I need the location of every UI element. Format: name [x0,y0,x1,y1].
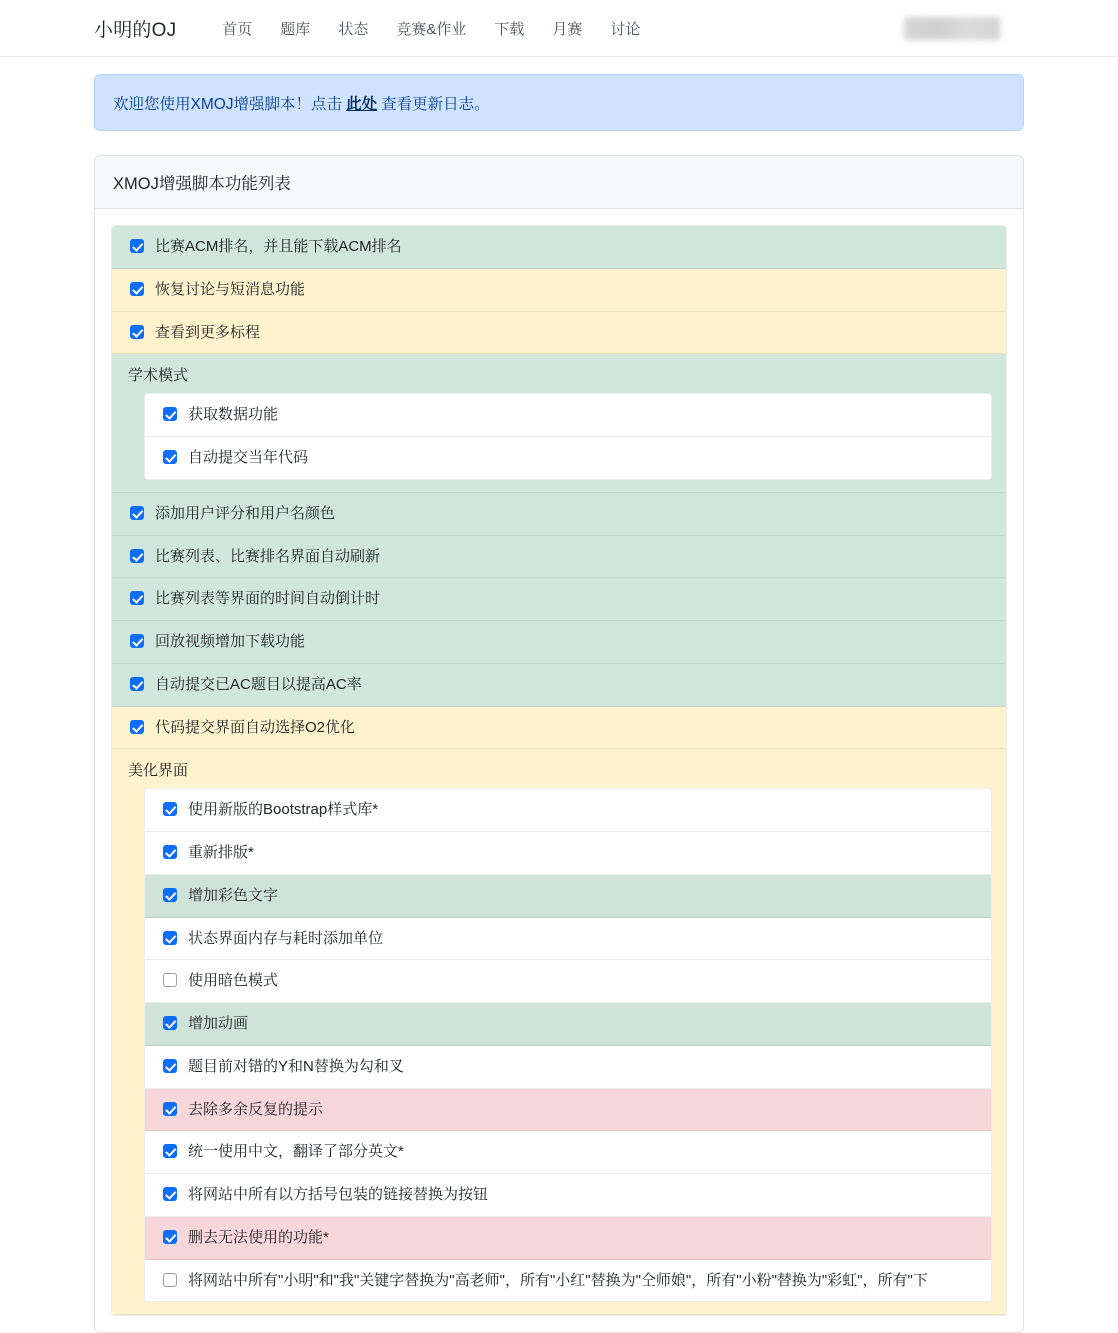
list-item[interactable] [112,226,1006,269]
feature-label: 代码提交界面自动选择O2优化 [155,718,356,736]
feature-checkbox[interactable] [163,1273,177,1287]
list-item[interactable] [145,394,991,437]
feature-checkbox[interactable] [130,325,144,339]
list-item[interactable] [112,312,1006,355]
feature-label: 增加彩色文字 [188,886,279,904]
list-item[interactable] [145,1089,991,1132]
feature-label: 题目前对错的Y和N替换为勾和叉 [188,1057,404,1075]
welcome-alert [94,74,1024,131]
list-item[interactable] [145,1131,991,1174]
feature-group-title: 美化界面 [128,762,189,780]
feature-checkbox[interactable] [163,802,177,816]
feature-checkbox[interactable] [163,1187,177,1201]
feature-label: 回放视频增加下载功能 [155,633,306,650]
feature-label: 自动提交当年代码 [188,449,309,466]
list-item[interactable] [112,621,1006,664]
list-item[interactable] [145,789,991,832]
feature-label: 比赛列表等界面的时间自动倒计时 [155,590,381,608]
list-item[interactable] [112,664,1006,707]
feature-checkbox[interactable] [163,973,177,987]
feature-checkbox[interactable] [130,677,144,691]
feature-checkbox[interactable] [163,1016,177,1030]
list-item[interactable] [112,707,1006,750]
list-item[interactable] [112,493,1006,536]
list-item[interactable] [145,1003,991,1046]
list-item[interactable] [112,269,1006,312]
list-item[interactable] [112,578,1006,621]
feature-label: 增加动画 [188,1015,249,1032]
list-item[interactable] [145,875,991,918]
feature-label: 将网站中所有以方括号包装的链接替换为按钮 [188,1186,489,1203]
feature-label: 比赛列表、比赛排名界面自动刷新 [155,547,381,565]
feature-label: 使用暗色模式 [188,972,279,990]
nav-link-home[interactable]: 首页 [222,20,253,38]
list-item[interactable] [145,1260,991,1302]
feature-group-beautify [112,749,1006,1315]
feature-checkbox[interactable] [130,506,144,520]
alert-prefix-text: 欢迎您使用XMOJ增强脚本！点击 [113,95,343,113]
feature-label: 状态界面内存与耗时添加单位 [188,929,384,947]
feature-checkbox[interactable] [163,1144,177,1158]
feature-label: 删去无法使用的功能* [188,1228,329,1246]
feature-checkbox[interactable] [163,1230,177,1244]
alert-suffix-text: 查看更新日志。 [381,95,490,113]
feature-checkbox[interactable] [163,845,177,859]
page-content [0,74,1118,1333]
feature-list-card [94,155,1024,1333]
feature-sublist [144,788,992,1302]
feature-checkbox[interactable] [130,634,144,648]
list-item[interactable] [145,918,991,961]
feature-checkbox[interactable] [130,591,144,605]
nav-link-download[interactable]: 下载 [494,20,525,38]
list-item[interactable] [145,1174,991,1217]
list-item[interactable] [145,960,991,1003]
site-brand[interactable]: 小明的OJ [94,19,177,41]
feature-list [111,225,1007,1316]
feature-label: 去除多余反复的提示 [188,1100,324,1118]
feature-label: 使用新版的Bootstrap样式库* [188,801,379,819]
list-item[interactable] [112,536,1006,579]
top-navbar [0,0,1118,57]
feature-checkbox[interactable] [163,888,177,902]
feature-checkbox[interactable] [163,407,177,421]
list-item[interactable] [145,832,991,875]
feature-label: 重新排版* [188,844,254,861]
changelog-link[interactable]: 此处 [346,95,378,113]
user-account-area[interactable] [904,17,1000,40]
nav-link-problemset[interactable]: 题库 [280,20,311,38]
feature-checkbox[interactable] [130,549,144,563]
feature-label: 获取数据功能 [188,406,279,424]
feature-label: 查看到更多标程 [155,323,261,341]
feature-label: 统一使用中文，翻译了部分英文* [188,1143,404,1161]
feature-checkbox[interactable] [163,450,177,464]
feature-group-academic [112,354,1006,493]
feature-checkbox[interactable] [163,1059,177,1073]
feature-checkbox[interactable] [130,282,144,296]
feature-label: 比赛ACM排名，并且能下载ACM排名 [155,238,402,255]
list-item[interactable] [145,1217,991,1260]
feature-label: 添加用户评分和用户名颜色 [155,504,336,522]
feature-list-body [95,209,1023,1332]
feature-checkbox[interactable] [163,931,177,945]
nav-link-discussion[interactable]: 讨论 [610,20,641,38]
feature-label: 将网站中所有"小明"和"我"关键字替换为"高老师"，所有"小红"替换为"仝师娘"，所有"小粉"替换为"彩虹"，所有"下 [188,1271,928,1289]
feature-label: 恢复讨论与短消息功能 [155,280,306,298]
feature-group-title: 学术模式 [128,367,189,385]
feature-checkbox[interactable] [130,239,144,253]
nav-link-monthly-contest[interactable]: 月赛 [552,20,583,38]
nav-link-status[interactable]: 状态 [338,20,369,38]
feature-checkbox[interactable] [163,1102,177,1116]
feature-sublist [144,393,992,480]
page-title: XMOJ增强脚本功能列表 [95,156,1023,209]
feature-checkbox[interactable] [130,720,144,734]
list-item[interactable] [145,1046,991,1089]
nav-link-contest-homework[interactable]: 竞赛&作业 [396,20,467,38]
feature-label: 自动提交已AC题目以提高AC率 [155,675,362,693]
nav-links [208,10,654,47]
list-item[interactable] [145,437,991,479]
